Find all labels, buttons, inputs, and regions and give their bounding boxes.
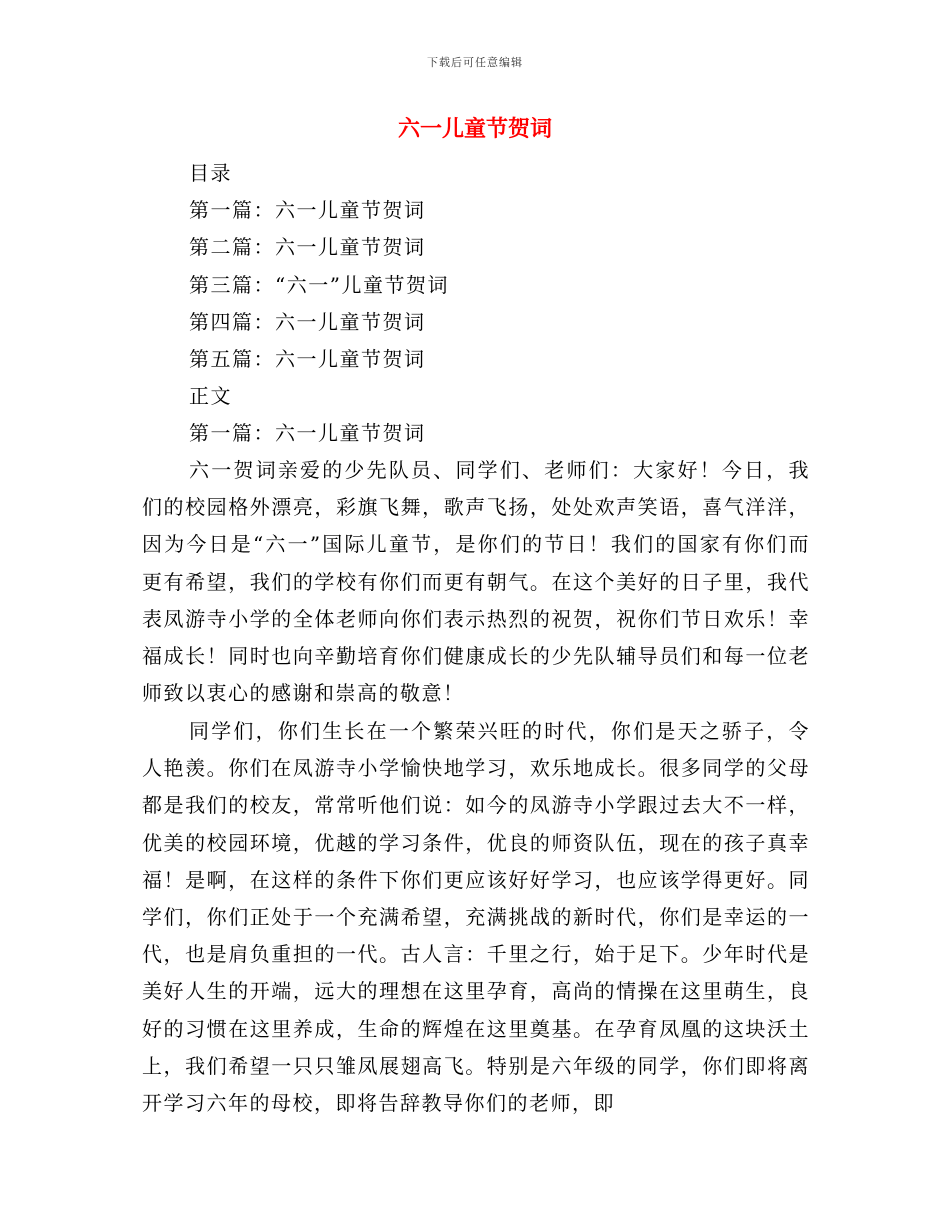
header-note: 下载后可任意编辑 <box>427 56 523 69</box>
toc-item: 第四篇：六一儿童节贺词 <box>189 309 426 334</box>
document-title: 六一儿童节贺词 <box>397 117 552 142</box>
paragraph: 六一贺词亲爱的少先队员、同学们、老师们：大家好！今日，我们的校园格外漂亮，彩旗飞舞，歌声飞扬，处处欢声笑语，喜气洋洋，因为今日是“六一”国际儿童节，是你们的节日！我们的国家有你们而更有希望，我们的学校有你们而更有朝气。在这个美好的日子里，我代表凤游寺小学的全体老师向你们表示热烈的祝贺，祝你们节日欢乐！幸福成长！同时也向辛勤培育你们健康成长的少先队辅导员们和每一位老师致以衷心的感谢和崇高的敬意！ <box>142 458 810 706</box>
paragraph-2-block <box>142 713 810 1122</box>
toc-item: 第二篇：六一儿童节贺词 <box>189 235 426 260</box>
toc-heading: 目录 <box>189 161 232 185</box>
body-heading: 正文 <box>189 384 232 409</box>
paragraph-1-block <box>142 452 810 712</box>
paragraph: 同学们，你们生长在一个繁荣兴旺的时代，你们是天之骄子，令人艳羡。你们在凤游寺小学愉快地学习，欢乐地成长。很多同学的父母都是我们的校友，常常听他们说：如今的凤游寺小学跟过去大不一样，优美的校园环境，优越的学习条件，优良的师资队伍，现在的孩子真幸福！是啊，在这样的条件下你们更应该好好学习，也应该学得更好。同学们，你们正处于一个充满希望，充满挑战的新时代，你们是幸运的一代，也是肩负重担的一代。古人言：千里之行，始于足下。少年时代是美好人生的开端，远大的理想在这里孕育，高尚的情操在这里萌生，良好的习惯在这里养成，生命的辉煌在这里奠基。在孕育凤凰的这块沃土上，我们希望一只只雏凤展翅高飞。特别是六年级的同学，你们即将离开学习六年的母校，即将告辞教导你们的老师，即 <box>142 719 810 1116</box>
toc-item: 第一篇：六一儿童节贺词 <box>189 198 426 223</box>
table-of-contents <box>189 155 449 453</box>
toc-item: 第三篇：“六一”儿童节贺词 <box>189 272 449 297</box>
toc-item: 第五篇：六一儿童节贺词 <box>189 347 426 372</box>
section-heading: 第一篇：六一儿童节贺词 <box>189 421 426 446</box>
